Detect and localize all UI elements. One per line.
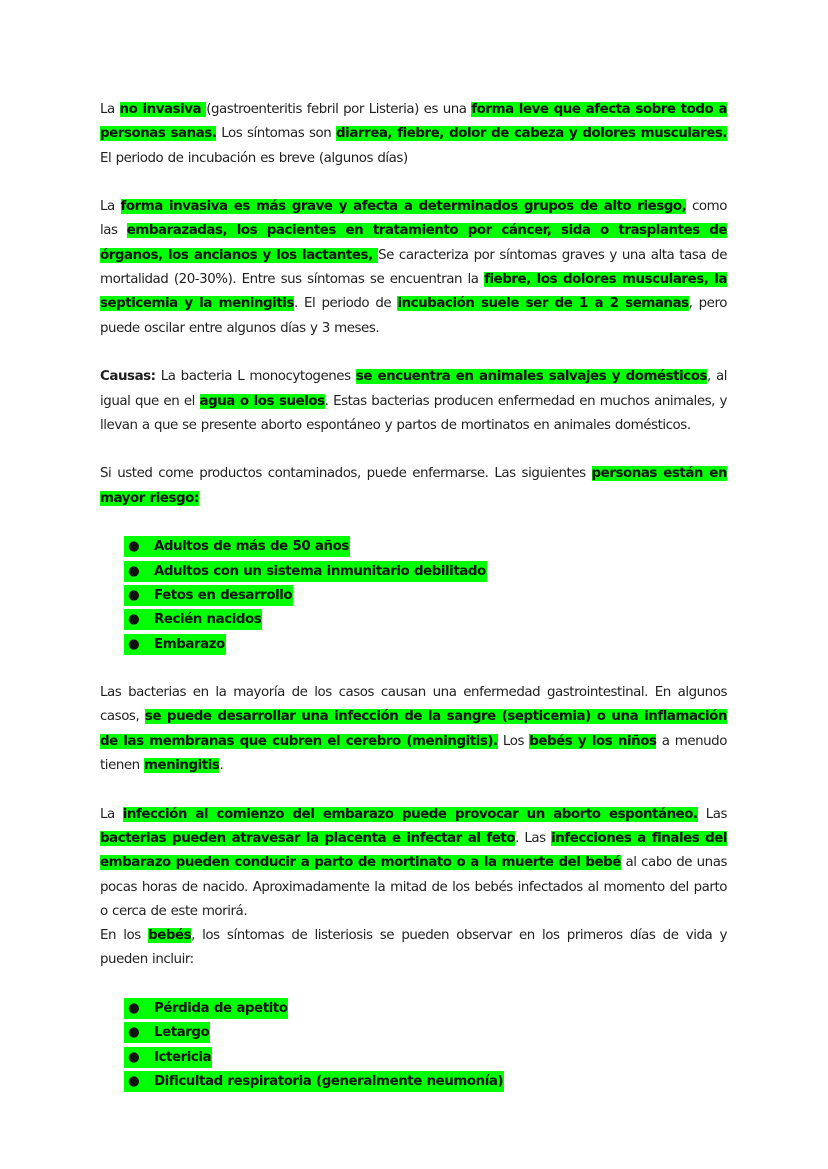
highlighted-text: embarazadas, los pacientes en tratamiento por cáncer, sida o trasplantes de órganos, los ancianos y los lactantes, xyxy=(100,223,727,263)
bold-label: Causas: xyxy=(100,369,156,385)
highlighted-text: se encuentra en animales salvajes y domésticos xyxy=(355,369,708,385)
highlighted-text: no invasiva xyxy=(119,102,207,117)
bullet-icon: ● xyxy=(128,587,140,603)
body-text: (gastroenteritis febril por Listeria) es una xyxy=(206,102,472,117)
list-item: ● Letargo xyxy=(100,1021,727,1045)
paragraph-infants xyxy=(100,924,727,973)
highlighted-text: incubación suele ser de 1 a 2 semanas xyxy=(397,296,689,312)
highlighted-text: bacterias pueden atravesar la placenta e infectar al feto xyxy=(100,830,516,846)
body-text: En los xyxy=(100,928,149,944)
paragraph-non-invasive xyxy=(100,98,727,171)
list-item: ● Pérdida de apetito xyxy=(100,997,727,1021)
body-text: como las xyxy=(100,199,727,239)
body-text: Los síntomas son xyxy=(216,126,337,142)
body-text: Los xyxy=(497,733,530,749)
body-text: , al igual que en el xyxy=(100,369,728,409)
highlighted-text: meningitis xyxy=(144,758,220,774)
body-text: . Las xyxy=(515,830,552,846)
body-text: Las xyxy=(697,806,727,822)
paragraph-invasive xyxy=(100,195,727,341)
highlighted-text: personas están en mayor riesgo: xyxy=(100,466,728,506)
list-item: ● Adultos de más de 50 años xyxy=(100,535,727,559)
bullet-icon: ● xyxy=(128,1025,140,1041)
body-text: . Estas bacterias producen enfermedad en muchos animales, y llevan a que se presente aborto espontáneo y partos de mortinatos en animales domésticos. xyxy=(100,393,727,433)
bullet-icon: ● xyxy=(128,1073,140,1089)
infant-symptoms-list xyxy=(100,997,727,1094)
paragraph-causes xyxy=(100,365,727,438)
body-text: La xyxy=(100,806,123,822)
body-text: al cabo de unas pocas horas de nacido. Aproximadamente la mitad de los bebés infectados al momento del parto o cerca de este morirá. xyxy=(100,855,727,919)
body-text: . xyxy=(219,758,224,774)
highlighted-text: bebés xyxy=(148,928,192,944)
list-item: ● Adultos con un sistema inmunitario debilitado xyxy=(100,560,727,584)
list-item: ● Ictericia xyxy=(100,1046,727,1070)
highlighted-text: infección al comienzo del embarazo puede provocar un aborto espontáneo. xyxy=(122,806,698,822)
document-page xyxy=(100,98,727,1094)
bullet-icon: ● xyxy=(128,563,140,579)
body-text: Las bacterias en la mayoría de los casos causan una enfermedad gastrointestinal. En algunos casos, xyxy=(100,685,727,725)
list-item: ● Fetos en desarrollo xyxy=(100,584,727,608)
list-item: ● Recién nacidos xyxy=(100,608,727,632)
bullet-icon: ● xyxy=(128,612,140,628)
body-text: La xyxy=(100,199,121,215)
paragraph-complications xyxy=(100,681,727,778)
bullet-icon: ● xyxy=(128,636,140,652)
body-text: , los síntomas de listeriosis se pueden observar en los primeros días de vida y pueden incluir: xyxy=(100,928,727,968)
risk-group-list xyxy=(100,535,727,656)
highlighted-text: fiebre, los dolores musculares, la septicemia y la meningitis xyxy=(100,272,727,312)
highlighted-text: diarrea, fiebre, dolor de cabeza y dolores musculares. xyxy=(336,126,727,142)
body-text: La xyxy=(100,102,120,117)
paragraph-pregnancy xyxy=(100,803,727,924)
body-text: Se caracteriza por síntomas graves y una alta tasa de mortalidad (20-30%). Entre sus síntomas se encuentran la xyxy=(100,247,727,288)
paragraph-risk-intro xyxy=(100,462,727,511)
highlighted-text: infecciones a finales del embarazo pueden conducir a parto de mortinato o a la muerte del bebé xyxy=(100,830,728,871)
list-item: ● Dificultad respiratoria (generalmente neumonía) xyxy=(100,1070,727,1094)
highlighted-text: forma leve que afecta sobre todo a personas sanas. xyxy=(100,102,727,142)
highlighted-text: forma invasiva es más grave y afecta a determinados grupos de alto riesgo, xyxy=(120,199,687,215)
bullet-icon: ● xyxy=(128,539,140,555)
body-text: La bacteria L monocytogenes xyxy=(155,369,356,385)
highlighted-text: bebés y los niños xyxy=(529,733,657,749)
body-text: a menudo tienen xyxy=(100,733,727,774)
body-text: , pero puede oscilar entre algunos días y 3 meses. xyxy=(100,296,727,336)
body-text: Si usted come productos contaminados, puede enfermarse. Las siguientes xyxy=(100,466,592,482)
highlighted-text: se puede desarrollar una infección de la sangre (septicemia) o una inflamación de las membranas que cubren el cerebro (meningitis). xyxy=(100,709,728,749)
highlighted-text: agua o los suelos xyxy=(199,393,325,409)
bullet-icon: ● xyxy=(128,1000,140,1016)
bullet-icon: ● xyxy=(128,1049,140,1065)
body-text: . El periodo de xyxy=(293,296,398,312)
body-text: El periodo de incubación es breve (algunos días) xyxy=(100,150,408,166)
list-item: ● Embarazo xyxy=(100,633,727,657)
